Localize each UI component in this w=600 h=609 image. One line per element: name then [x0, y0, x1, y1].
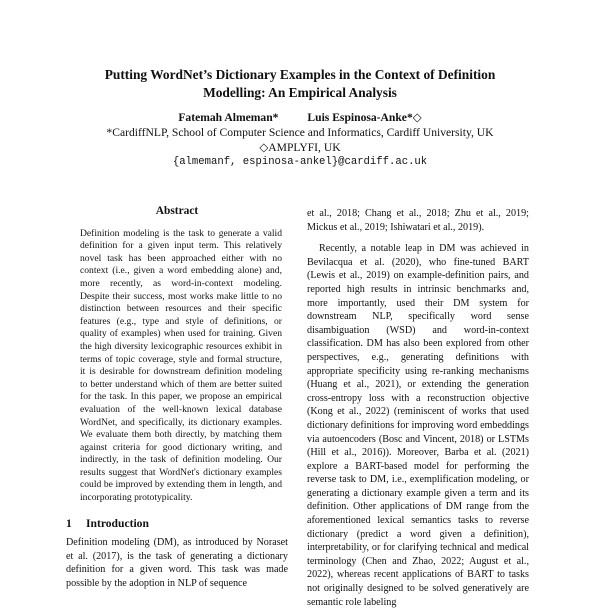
author-block	[60, 110, 540, 170]
title-line-2: Modelling: An Empirical Analysis	[203, 85, 397, 100]
paper-title	[60, 66, 540, 102]
section-number: 1	[66, 516, 72, 530]
abstract-heading: Abstract	[155, 205, 199, 217]
section-title: Introduction	[86, 516, 149, 530]
affiliation-1: *CardiffNLP, School of Computer Science and Informatics, Cardiff University, UK	[106, 126, 494, 139]
right-column	[307, 207, 529, 609]
author-emails: {almemanf, espinosa-ankel}@cardiff.ac.uk	[172, 156, 428, 168]
affiliation-2: ◇AMPLYFI, UK	[259, 141, 341, 154]
left-column	[66, 205, 288, 591]
title-line-1: Putting WordNet’s Dictionary Examples in the Context of Definition	[104, 67, 496, 82]
right-paragraph-1: et al., 2018; Chang et al., 2018; Zhu et al., 2019; Mickus et al., 2019; Ishiwatari et al., 2019).	[307, 208, 529, 233]
author-1: Fatemah Almeman*	[178, 111, 279, 124]
author-2: Luis Espinosa-Anke*◇	[307, 111, 422, 124]
author-names	[60, 110, 540, 125]
right-paragraph-2: Recently, a notable leap in DM was achieved in Bevilacqua et al. (2020), who fine-tuned BART (Lewis et al., 2019) on example-definition pairs, and reported high results in intrinsic benchmarks and, more importantly, used their DM system for downstream NLP, specifically word sense disambiguation (WSD) and word-in-context classification. DM has also been explored from other perspectives, e.g., generating definitions with appropriate specificity using re-ranking mechanisms (Huang et al., 2021), or extending the generation cross-entropy loss with a reconstruction objective (Kong et al., 2022) (reminiscent of works that used dictionary definitions for improving word embeddings via autoencoders (Bosc and Vincent, 2018) or LSTMs (Hill et al., 2016)). Moreover, Barba et al. (2021) explore a BART-based model for performing the reverse task to DM, i.e., exemplification modeling, or generating a dictionary example given a term and its definition. Other applications of DM range from the aforementioned lexical semantics tasks to reverse dictionary (predict a word given a definition), interpretability, or for clarifying technical and medical terminology (Chen and Zhao, 2022; August et al., 2022), whereas recent applications of BART to tasks not originally designed to be solved generatively are semantic role labeling	[307, 243, 529, 608]
intro-paragraph: Definition modeling (DM), as introduced by Noraset et al. (2017), is the task of generating a dictionary definition for a given word. This task was made possible by the adoption in NLP of sequence	[66, 537, 288, 590]
section-heading-introduction	[66, 517, 288, 531]
abstract-text: Definition modeling is the task to generate a valid definition for a given input term. This relatively novel task has been approached either with no context (i.e., given a word embedding alone) and, more recently, as word-in-context modeling. Despite their success, most works make little to no distinction between resources and their specific features (e.g., type and style of definitions, or quality of examples) when used for training. Given the high diversity lexicographic resources exhibit in terms of topic coverage, style and formal structure, it is desirable for downstream definition modeling to better understand which of them are better suited for the task. In this paper, we propose an empirical evaluation of the well-known lexical database WordNet, and specifically, its dictionary examples. We evaluate them both directly, by matching them against criteria for good dictionary writing, and indirectly, in the task of definition modeling. Our results suggest that WordNet's dictionary examples could be improved by extending them in length, and incorporating prototypicality.	[80, 227, 282, 504]
